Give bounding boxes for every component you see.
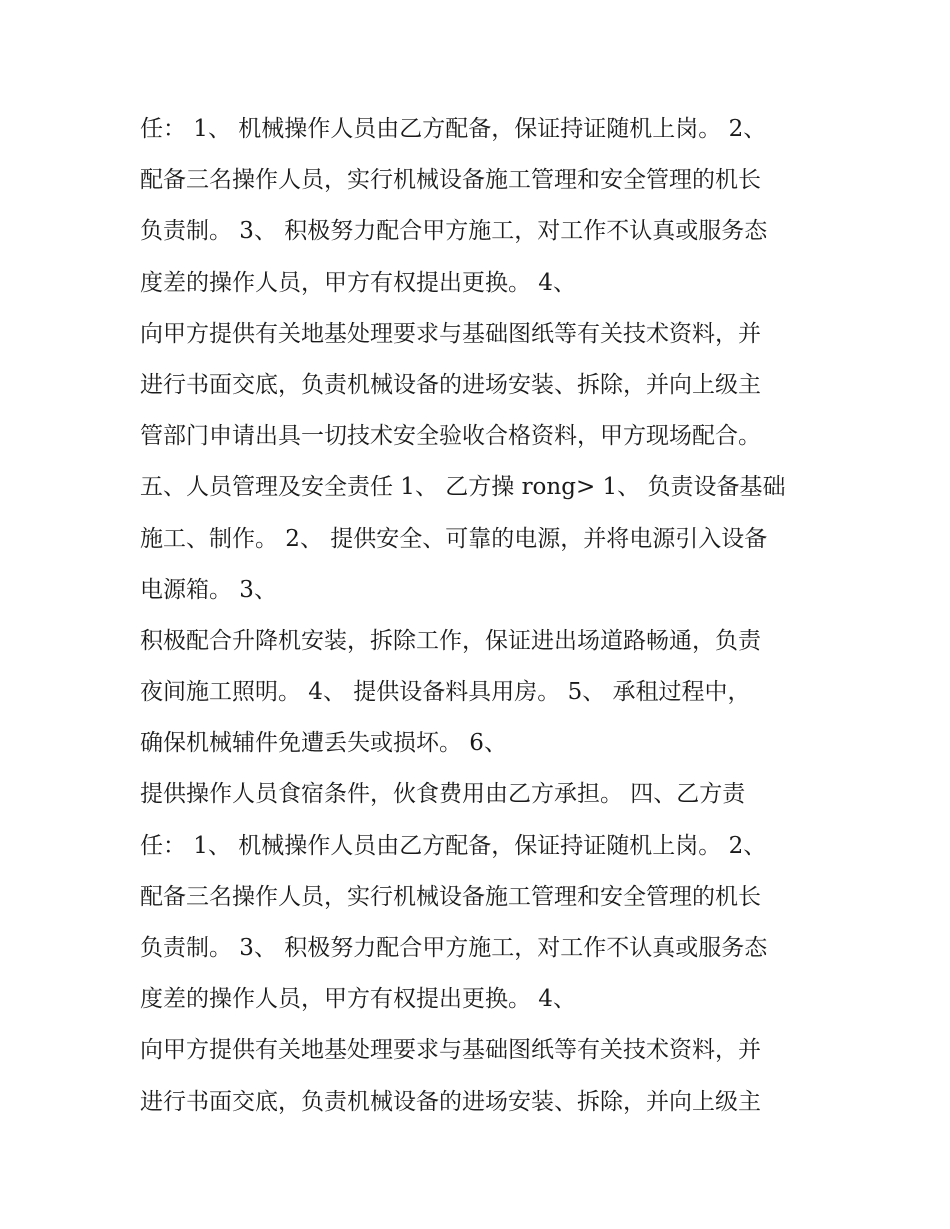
text-line: 度差的操作人员，甲方有权提出更换。 4、 xyxy=(140,986,576,1013)
text-line: 电源箱。 3、 xyxy=(140,576,277,603)
text-line: 配备三名操作人员，实行机械设备施工管理和安全管理的机长 xyxy=(140,883,761,910)
text-line: 施工、制作。 2、 提供安全、可靠的电源，并将电源引入设备 xyxy=(140,525,768,552)
text-line: 负责制。 3、 积极努力配合甲方施工，对工作不认真或服务态 xyxy=(140,218,768,245)
text-line: 向甲方提供有关地基处理要求与基础图纸等有关技术资料，并 xyxy=(140,320,761,347)
text-line: 提供操作人员食宿条件，伙食费用由乙方承担。 四、乙方责 xyxy=(140,781,746,808)
text-line: 夜间施工照明。 4、 提供设备料具用房。 5、 承租过程中， xyxy=(140,679,751,706)
text-line: 五、人员管理及安全责任 1、 乙方操 rong> 1、 负责设备基础 xyxy=(140,474,786,501)
text-line: 度差的操作人员，甲方有权提出更换。 4、 xyxy=(140,269,576,296)
body-text xyxy=(140,104,820,1128)
text-line: 管部门申请出具一切技术安全验收合格资料，甲方现场配合。 xyxy=(140,423,761,450)
text-line: 向甲方提供有关地基处理要求与基础图纸等有关技术资料，并 xyxy=(140,1037,761,1064)
text-line: 进行书面交底，负责机械设备的进场安装、拆除，并向上级主 xyxy=(140,371,761,398)
text-line: 确保机械辅件免遭丢失或损坏。 6、 xyxy=(140,730,507,757)
text-line: 负责制。 3、 积极努力配合甲方施工，对工作不认真或服务态 xyxy=(140,935,768,961)
text-line: 积极配合升降机安装，拆除工作，保证进出场道路畅通，负责 xyxy=(140,627,761,654)
text-line: 任： 1、 机械操作人员由乙方配备，保证持证随机上岗。 2、 xyxy=(140,116,767,142)
text-line: 配备三名操作人员，实行机械设备施工管理和安全管理的机长 xyxy=(140,167,761,194)
text-line: 进行书面交底，负责机械设备的进场安装、拆除，并向上级主 xyxy=(140,1088,761,1115)
text-line: 任： 1、 机械操作人员由乙方配备，保证持证随机上岗。 2、 xyxy=(140,832,767,859)
